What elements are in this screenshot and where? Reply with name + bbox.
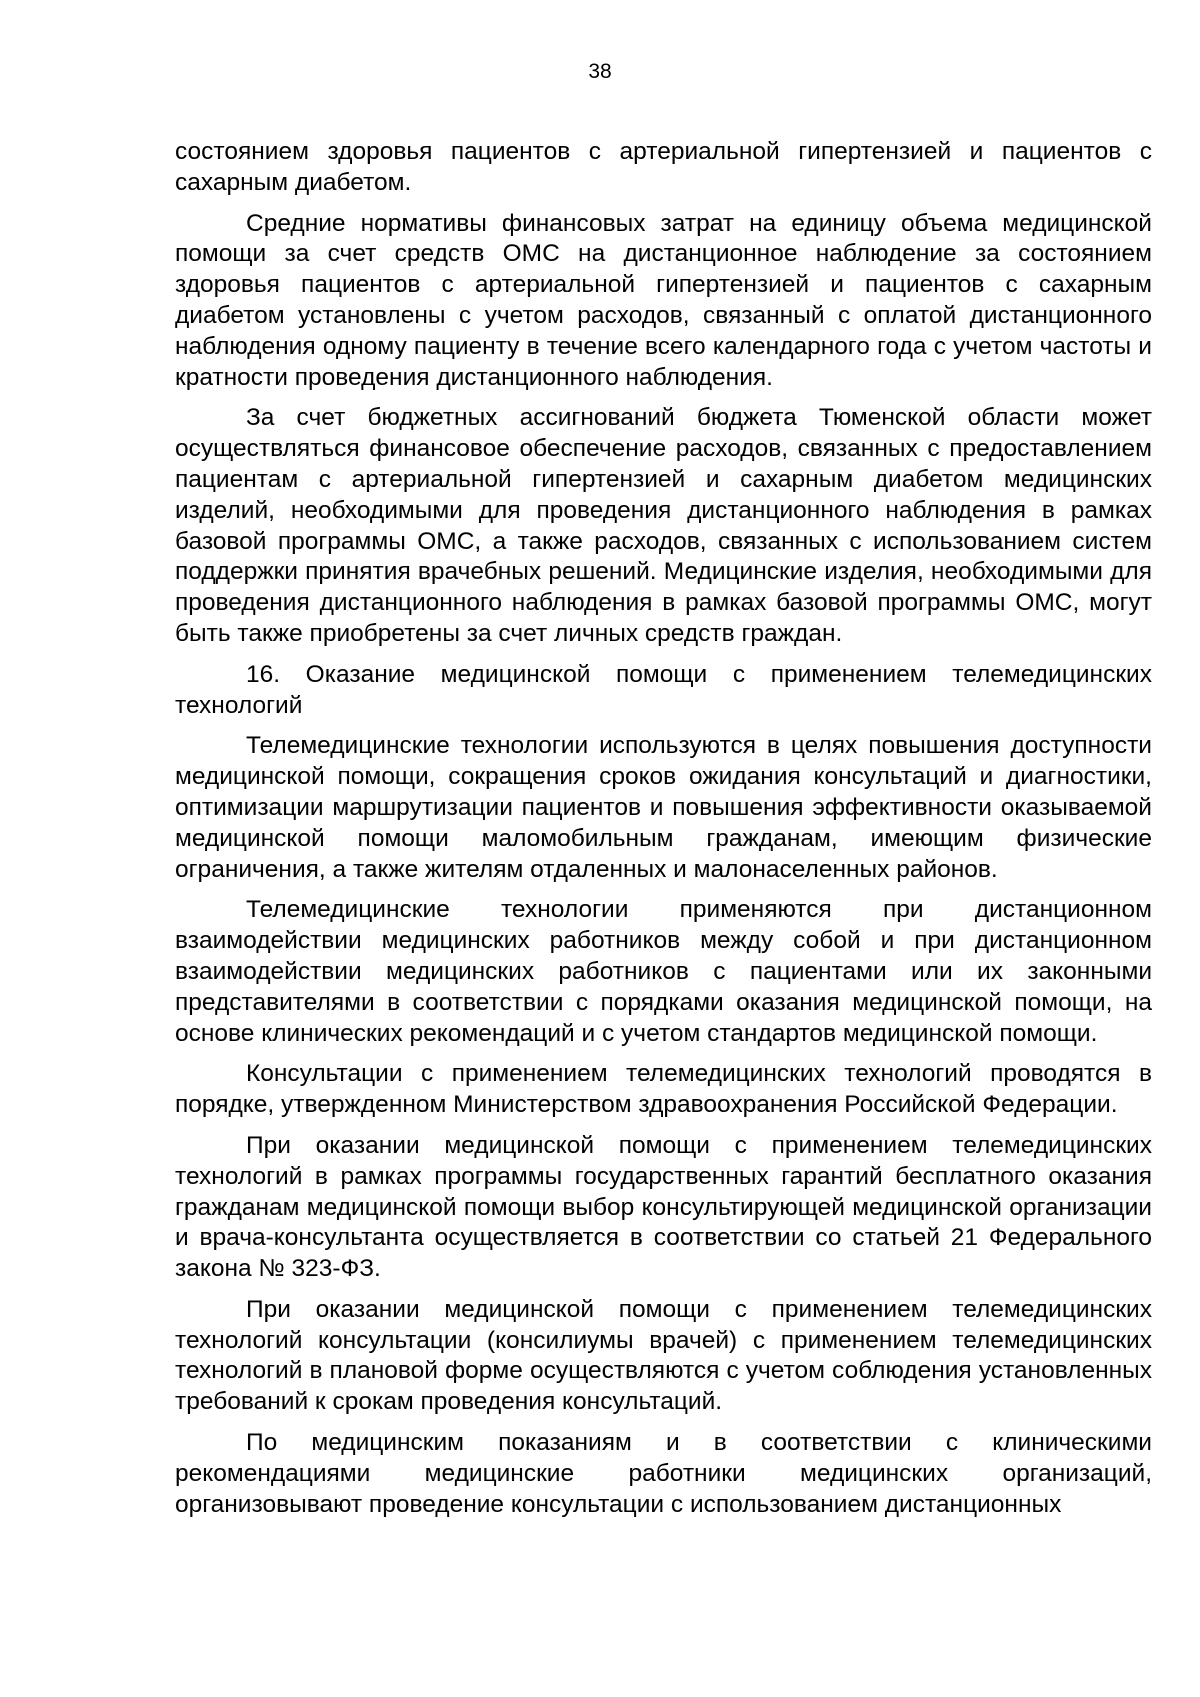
paragraph-consultant-choice: При оказании медицинской помощи с применением телемедицинских технологий в рамках программы государственных гарантий бесплатного оказания гражданам медицинской помощи выбор консультирующей медицинской организации и врача-консультанта осуществляется в соответствии со статьей 21 Федерального закона № 323-ФЗ. [175,1131,1152,1283]
page-number: 38 [588,60,612,83]
paragraph-continuation: состоянием здоровья пациентов с артериальной гипертензией и пациентов с сахарным диабетом. [175,138,1152,196]
paragraph-medical-indications: По медицинским показаниям и в соответствии с клиническими рекомендациями медицинские работники медицинских организаций, организовывают проведение консультации с использованием дистанционных [175,1429,1152,1518]
paragraph-planned-consultations: При оказании медицинской помощи с применением телемедицинских технологий консультации (консилиумы врачей) с применением телемедицинских технологий в плановой форме осуществляются с учетом соблюдения установленных требований к срокам проведения консультаций. [175,1295,1152,1416]
document-body [175,137,1152,1520]
paragraph-consultation-order: Консультации с применением телемедицинских технологий проводятся в порядке, утвержденном Министерством здравоохранения Российской Федерации. [175,1060,1152,1119]
paragraph-telemedicine-application: Телемедицинские технологии применяются при дистанционном взаимодействии медицинских работников между собой и при дистанционном взаимодействии медицинских работников с пациентами или их законными представителями в соответствии с порядками оказания медицинской помощи, на основе клинических рекомендаций и с учетом стандартов медицинской помощи. [175,896,1152,1047]
paragraph-telemedicine-purpose: Телемедицинские технологии используются в целях повышения доступности медицинской помощи, сокращения сроков ожидания консультаций и диагностики, оптимизации маршрутизации пациентов и повышения эффективности оказываемой медицинской помощи маломобильным гражданам, имеющим физические ограничения, а также жителям отдаленных и малонаселенных районов. [175,732,1152,883]
section-heading-telemedicine: 16. Оказание медицинской помощи с применением телемедицинских технологий [175,660,1152,719]
paragraph-budget-financing: За счет бюджетных ассигнований бюджета Тюменской области может осуществляться финансовое обеспечение расходов, связанных с предоставлением пациентам с артериальной гипертензией и сахарным диабетом медицинских изделий, необходимыми для проведения дистанционного наблюдения в рамках базовой программы ОМС, а также расходов, связанных с использованием систем поддержки принятия врачебных решений. Медицинские изделия, необходимыми для проведения дистанционного наблюдения в рамках базовой программы ОМС, могут быть также приобретены за счет личных средств граждан. [175,404,1152,647]
paragraph-standards-financing: Средние нормативы финансовых затрат на единицу объема медицинской помощи за счет средств ОМС на дистанционное наблюдение за состоянием здоровья пациентов с артериальной гипертензией и пациентов с сахарным диабетом установлены с учетом расходов, связанный с оплатой дистанционного наблюдения одному пациенту в течение всего календарного года с учетом частоты и кратности проведения дистанционного наблюдения. [175,209,1152,391]
